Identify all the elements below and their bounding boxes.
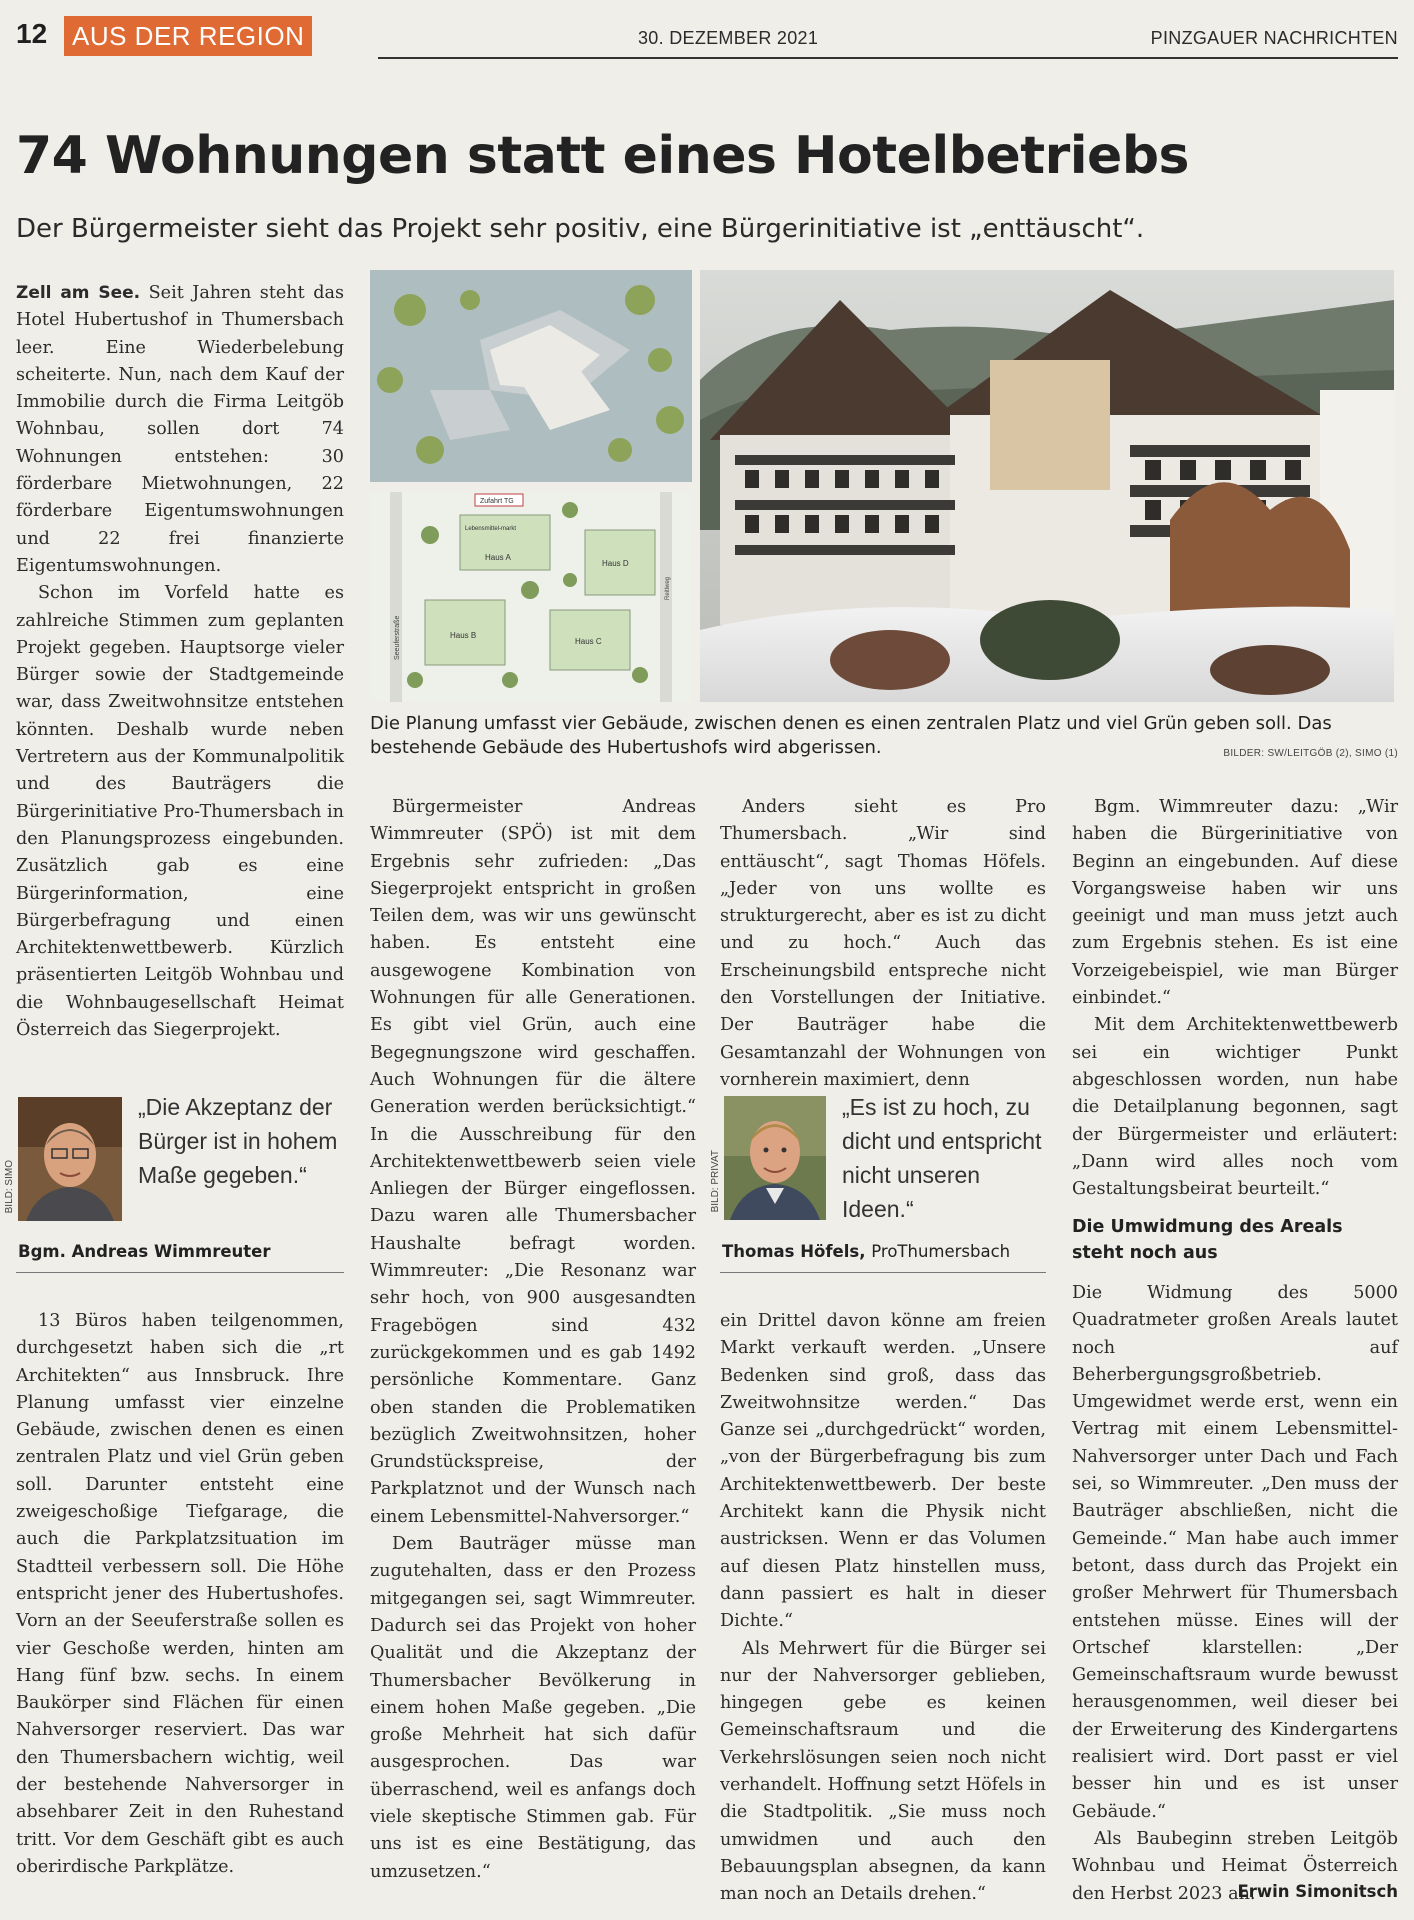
portrait-wimmreuter — [18, 1097, 122, 1221]
paragraph: Schon im Vorfeld hatte es zahlreiche Stimmen zum geplanten Projekt gegeben. Hauptsorge vieler Bürger sowie der Stadtgemeinde war, dass Zweitwohnsitze entstehen könnten. Deshalb wurde neben Vertretern aus der Kommunalpolitik und des Bauträgers die Bürgerinitiative Pro-Thumersbach in den Planungsprozess eingebunden. Zusätzlich gab es eine Bürgerinformation, eine Bürgerbefragung und einen Architektenwettbewerb. Kürzlich präsentierten Leitgöb Wohnbau und die Wohnbaugesellschaft Heimat Österreich das Siegerprojekt. — [16, 583, 344, 1041]
article-title: 74 Wohnungen statt eines Hotelbetriebs — [16, 126, 1189, 186]
lead-text: Seit Jahren steht das Hotel Hubertushof in Thumersbach leer. Eine Wiederbelebung scheiterte. Nun, nach dem Kauf der Immobilie durch die Firma Leitgöb Wohnbau, sollen dort 74 Wohnungen entstehen: 30 förderbare Mietwohnungen, 22 förderbare Eigentumswohnungen und 22 frei finanzierte Eigentumswohnungen. — [16, 283, 344, 576]
pull-quote-hoefels: „Es ist zu hoch, zu dicht und entspricht nicht unseren Ideen.“ — [842, 1094, 1042, 1222]
column-4 — [1072, 794, 1398, 1203]
subheading: Die Umwidmung des Areals steht noch aus — [1072, 1217, 1343, 1263]
article-subtitle: Der Bürgermeister sieht das Projekt sehr positiv, eine Bürgerinitiative ist „enttäuscht“. — [16, 214, 1145, 244]
paragraph: Dem Bauträger müsse man zugutehalten, dass er den Prozess mitgegangen sei, sagt Wimmreuter. Dadurch sei das Projekt von hoher Qualität und die Akzeptanz der Thumersbacher Bevölkerung in einem hohen Maße gegeben. „Die große Mehrheit hat sich dafür ausgesprochen. Das war überraschend, weil es anfangs doch viele skeptische Stimmen gab. Für uns ist es eine Bestätigung, das umzusetzen.“ — [370, 1534, 696, 1882]
plan-label-street-2: Reitlweg — [665, 576, 671, 600]
column-4-bottom — [1072, 1280, 1398, 1908]
plan-label-market: Lebensmittel-markt — [465, 526, 517, 532]
header-rule — [378, 57, 1398, 59]
portrait-hoefels — [724, 1096, 826, 1220]
photo-collage — [370, 270, 1394, 702]
photo-caption: Die Planung umfasst vier Gebäude, zwischen denen es einen zentralen Platz und viel Grün geben soll. Das bestehende Gebäude des Hubertushofs wird abgerissen. — [370, 713, 1332, 758]
portrait-image — [724, 1096, 826, 1220]
plan-label-haus-d: Haus D — [602, 559, 629, 568]
quote-role: ProThumersbach — [871, 1242, 1011, 1261]
article-photo — [370, 270, 1394, 702]
quote-attribution — [722, 1242, 1010, 1261]
publication-name: PINZGAUER NACHRICHTEN — [1150, 28, 1398, 48]
column-3-top — [720, 794, 1046, 1094]
portrait-credit: BILD: SIMO — [4, 1160, 15, 1214]
quote-name: Thomas Höfels, — [722, 1242, 866, 1261]
paragraph: Mit dem Architektenwettbewerb sei ein wichtiger Punkt abgeschlossen worden, nun habe die Detailplanung begonnen, sagt der Bürgermeister und erläutert: „Dann wird alles noch vom Gestaltungsbeirat beurteilt.“ — [1072, 1015, 1398, 1200]
paragraph: Bürgermeister Andreas Wimmreuter (SPÖ) ist mit dem Ergebnis sehr zufrieden: „Das Siegerprojekt entspricht in großen Teilen dem, was wir uns gewünscht haben. Es entsteht eine ausgewogene Kombination von Wohnungen für alle Generationen. Es gibt viel Grün, auch eine Begegnungszone wird geschaffen. Auch Wohnungen für die ältere Generation werden berücksichtigt.“ In die Ausschreibung für den Architektenwettbewerb seien viele Anliegen der Bürger eingeflossen. Dazu waren alle Thumersbacher Haushalte befragt worden. Wimmreuter: „Die Resonanz war sehr hoch, von 900 ausgesandten Fragebögen sind 432 zurückgekommen und es gab 1492 persönliche Kommentare. Ganz oben standen die Problematiken bezüglich Zweitwohnsitzen, hoher Grundstückspreise, der Parkplatznot und der Wunsch nach einem Lebensmittel-Nahversorger.“ — [370, 797, 696, 1527]
plan-label-haus-c: Haus C — [575, 637, 602, 646]
column-3-bottom — [720, 1308, 1046, 1909]
paragraph: Als Mehrwert für die Bürger sei nur der Nahversorger geblieben, hingegen gebe es keinen Gemeinschaftsraum und die Verkehrslösungen seien noch nicht verhandelt. Hoffnung setzt Höfels in die Stadtpolitik. „Sie muss noch umwidmen und auch den Bebauungsplan absegnen, da kann man noch an Details drehen.“ — [720, 1638, 1046, 1905]
section-label: AUS DER REGION — [64, 16, 312, 56]
lead-paragraph — [16, 280, 344, 580]
dateline: Zell am See. — [16, 283, 141, 303]
quote-attribution: Bgm. Andreas Wimmreuter — [18, 1242, 271, 1261]
column-2 — [370, 794, 696, 1886]
paragraph: ein Drittel davon könne am freien Markt verkauft werden. „Unsere Bedenken sind groß, dass das Zweitwohnsitze werden.“ Das Ganze sei „durchgedrückt“ worden, „von der Bürgerbefragung bis zum Architektenwettbewerb. Der beste Architekt kann die Physik nicht austricksen. Wenn er das Volumen auf diesen Platz hinstellen muss, dann passiert es halt in dieser Dichte.“ — [720, 1311, 1046, 1632]
column-1-bottom — [16, 1308, 344, 1881]
paragraph: Anders sieht es Pro Thumersbach. „Wir sind enttäuscht“, sagt Thomas Höfels. „Jeder von uns wollte es strukturgerecht, aber es ist zu dicht und zu hoch.“ Auch das Erscheinungsbild entspreche nicht den Vorstellungen der Initiative. Der Bauträger habe die Gesamtanzahl der Wohnungen von vornherein maximiert, denn — [720, 797, 1046, 1090]
page-number: 12 — [16, 18, 48, 49]
plan-label-haus-b: Haus B — [450, 631, 477, 640]
pull-quote-wimmreuter: „Die Akzeptanz der Bürger ist in hohem Maße gegeben.“ — [138, 1094, 338, 1188]
paragraph: Bgm. Wimmreuter dazu: „Wir haben die Bürgerinitiative von Beginn an eingebunden. Auf diese Vorgangsweise haben wir uns geeinigt und man muss jetzt auch zum Ergebnis stehen. Es ist eine Vorzeigebeispiel, wie man Bürger einbindet.“ — [1072, 797, 1398, 1009]
issue-date: 30. DEZEMBER 2021 — [638, 28, 819, 48]
column-1-top — [16, 280, 344, 1044]
portrait-credit: BILD: PRIVAT — [710, 1150, 721, 1213]
page-header — [16, 16, 1398, 56]
quote-rule — [16, 1272, 344, 1273]
photo-credit: BILDER: SW/LEITGÖB (2), SIMO (1) — [1223, 748, 1398, 759]
author-byline: Erwin Simonitsch — [1237, 1882, 1398, 1901]
plan-label-tg: Zufahrt TG — [480, 498, 514, 505]
portrait-image — [18, 1097, 122, 1221]
paragraph: Die Widmung des 5000 Quadratmeter großen Areals lautet noch auf Beherbergungsgroßbetrieb. Umgewidmet werde erst, wenn ein Vertrag mit einem Lebensmittel-Nahversorger unter Dach und Fach sei, so Wimmreuter. „Den muss der Bauträger abschließen, nicht die Gemeinde.“ Man habe auch immer betont, dass durch das Projekt ein großer Mehrwert für Thumersbach entstehen müsse. Eines will der Ortschef klarstellen: „Der Gemeinschaftsraum wurde bewusst herausgenommen, weil dieser bei der Erweiterung des Kindergartens realisiert wird. Dort passt er viel besser hin und es ist unser Gebäude.“ — [1072, 1283, 1398, 1822]
plan-label-street: Seeuferstraße — [394, 615, 401, 660]
quote-rule — [720, 1272, 1046, 1273]
paragraph: 13 Büros haben teilgenommen, durchgesetzt haben sich die „rt Architekten“ aus Innsbruck. Ihre Planung umfasst vier einzelne Gebäude, zwischen denen es einen zentralen Platz und viel Grün geben soll. Darunter entsteht eine zweigeschoßige Tiefgarage, die auch die Parkplatzsituation im Stadtteil verbessern soll. Die Höhe entspricht jener des Hubertushofes. Vorn an der Seeuferstraße sollen es vier Geschoße werden, hinten am Hang fünf bzw. sechs. In einem Baukörper sind Flächen für einen Nahversorger reserviert. Das war den Thumersbachern wichtig, weil der bestehende Nahversorger in absehbarer Zeit in den Ruhestand tritt. Vor dem Geschäft gibt es auch oberirdische Parkplätze. — [16, 1311, 344, 1877]
paragraph: Als Baubeginn streben Leitgöb Wohnbau und Heimat Österreich den Herbst 2023 an. — [1072, 1828, 1398, 1904]
plan-label-haus-a: Haus A — [485, 553, 511, 562]
